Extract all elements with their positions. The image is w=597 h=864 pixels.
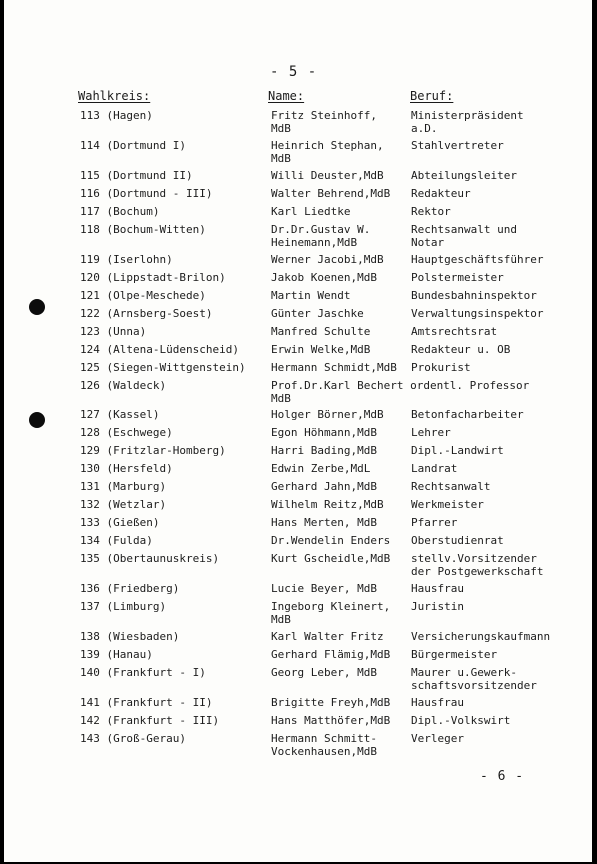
beruf-cell: Oberstudienrat [411, 534, 504, 547]
name-cell: Hans Matthöfer,MdB [271, 714, 391, 727]
name-cell: Willi Deuster,MdB [271, 169, 384, 182]
name-cell: Ingeborg Kleinert, MdB [271, 600, 391, 626]
beruf-cell: Stahlvertreter [411, 139, 504, 152]
name-cell: Werner Jacobi,MdB [271, 253, 384, 266]
wahlkreis-cell: 120 (Lippstadt-Brilon) [80, 271, 226, 284]
beruf-cell: Rektor [411, 205, 451, 218]
beruf-cell: Lehrer [411, 426, 451, 439]
beruf-cell: Ministerpräsident a.D. [411, 109, 524, 135]
name-cell: Erwin Welke,MdB [271, 343, 371, 356]
name-cell: Hermann Schmitt- Vockenhausen,MdB [271, 732, 377, 758]
beruf-cell: Verleger [411, 732, 464, 745]
name-cell: Fritz Steinhoff, MdB [271, 109, 377, 135]
name-cell: Lucie Beyer, MdB [271, 582, 377, 595]
name-cell: Prof.Dr.Karl Bechert ordentl. Professor MdB [271, 379, 530, 405]
punch-hole [29, 412, 45, 428]
wahlkreis-cell: 130 (Hersfeld) [80, 462, 173, 475]
wahlkreis-cell: 117 (Bochum) [80, 205, 160, 218]
name-cell: Gerhard Flämig,MdB [271, 648, 391, 661]
beruf-cell: Dipl.-Volkswirt [411, 714, 511, 727]
document-page [4, 0, 592, 862]
wahlkreis-cell: 132 (Wetzlar) [80, 498, 167, 511]
beruf-cell: stellv.Vorsitzender der Postgewerkschaft [411, 552, 544, 578]
name-cell: Karl Walter Fritz [271, 630, 384, 643]
wahlkreis-cell: 131 (Marburg) [80, 480, 167, 493]
wahlkreis-cell: 119 (Iserlohn) [80, 253, 173, 266]
wahlkreis-cell: 140 (Frankfurt - I) [80, 666, 206, 679]
beruf-cell: Hausfrau [411, 696, 464, 709]
beruf-cell: Betonfacharbeiter [411, 408, 524, 421]
beruf-cell: Rechtsanwalt [411, 480, 491, 493]
wahlkreis-cell: 141 (Frankfurt - II) [80, 696, 213, 709]
header-name: Name: [268, 89, 305, 103]
name-cell: Günter Jaschke [271, 307, 364, 320]
name-cell: Wilhelm Reitz,MdB [271, 498, 384, 511]
beruf-cell: Versicherungskaufmann [411, 630, 551, 643]
beruf-cell: Bundesbahninspektor [411, 289, 537, 302]
wahlkreis-cell: 133 (Gießen) [80, 516, 160, 529]
name-cell: Edwin Zerbe,MdL [271, 462, 371, 475]
wahlkreis-cell: 113 (Hagen) [80, 109, 153, 122]
beruf-cell: Prokurist [411, 361, 471, 374]
name-cell: Walter Behrend,MdB [271, 187, 391, 200]
name-cell: Holger Börner,MdB [271, 408, 384, 421]
column-headers [4, 89, 592, 107]
name-cell: Manfred Schulte [271, 325, 371, 338]
beruf-cell: Pfarrer [411, 516, 458, 529]
name-cell: Karl Liedtke [271, 205, 351, 218]
beruf-cell: Polstermeister [411, 271, 504, 284]
name-cell: Brigitte Freyh,MdB [271, 696, 391, 709]
beruf-cell: Bürgermeister [411, 648, 498, 661]
beruf-cell: Verwaltungsinspektor [411, 307, 544, 320]
beruf-cell: Redakteur u. OB [411, 343, 511, 356]
header-wahlkreis: Wahlkreis: [78, 89, 151, 103]
name-cell: Heinrich Stephan, MdB [271, 139, 384, 165]
header-beruf: Beruf: [410, 89, 454, 103]
wahlkreis-cell: 138 (Wiesbaden) [80, 630, 180, 643]
wahlkreis-cell: 143 (Groß-Gerau) [80, 732, 186, 745]
name-cell: Gerhard Jahn,MdB [271, 480, 377, 493]
wahlkreis-cell: 137 (Limburg) [80, 600, 167, 613]
wahlkreis-cell: 135 (Obertaunuskreis) [80, 552, 220, 565]
wahlkreis-cell: 118 (Bochum-Witten) [80, 223, 206, 236]
wahlkreis-cell: 125 (Siegen-Wittgenstein) [80, 361, 246, 374]
wahlkreis-cell: 127 (Kassel) [80, 408, 160, 421]
wahlkreis-cell: 124 (Altena-Lüdenscheid) [80, 343, 239, 356]
wahlkreis-cell: 115 (Dortmund II) [80, 169, 193, 182]
wahlkreis-cell: 142 (Frankfurt - III) [80, 714, 220, 727]
beruf-cell: Landrat [411, 462, 458, 475]
name-cell: Dr.Wendelin Enders [271, 534, 391, 547]
name-cell: Georg Leber, MdB [271, 666, 377, 679]
wahlkreis-cell: 136 (Friedberg) [80, 582, 180, 595]
wahlkreis-cell: 116 (Dortmund - III) [80, 187, 213, 200]
name-cell: Hans Merten, MdB [271, 516, 377, 529]
wahlkreis-cell: 121 (Olpe-Meschede) [80, 289, 206, 302]
beruf-cell: Juristin [411, 600, 464, 613]
beruf-cell: Werkmeister [411, 498, 484, 511]
wahlkreis-cell: 114 (Dortmund I) [80, 139, 186, 152]
name-cell: Egon Höhmann,MdB [271, 426, 377, 439]
name-cell: Dr.Dr.Gustav W. Heinemann,MdB [271, 223, 371, 249]
name-cell: Kurt Gscheidle,MdB [271, 552, 391, 565]
beruf-cell: Rechtsanwalt und Notar [411, 223, 517, 249]
beruf-cell: Abteilungsleiter [411, 169, 517, 182]
page-number: - 5 - [270, 64, 318, 80]
beruf-cell: Hauptgeschäftsführer [411, 253, 544, 266]
beruf-cell: Amtsrechtsrat [411, 325, 498, 338]
beruf-cell: Hausfrau [411, 582, 464, 595]
wahlkreis-cell: 126 (Waldeck) [80, 379, 167, 392]
beruf-cell: Redakteur [411, 187, 471, 200]
name-cell: Martin Wendt [271, 289, 351, 302]
next-page-marker: - 6 - [480, 769, 525, 784]
name-cell: Hermann Schmidt,MdB [271, 361, 397, 374]
wahlkreis-cell: 139 (Hanau) [80, 648, 153, 661]
name-cell: Harri Bading,MdB [271, 444, 377, 457]
wahlkreis-cell: 122 (Arnsberg-Soest) [80, 307, 213, 320]
wahlkreis-cell: 128 (Eschwege) [80, 426, 173, 439]
wahlkreis-cell: 123 (Unna) [80, 325, 147, 338]
punch-hole [29, 299, 45, 315]
wahlkreis-cell: 134 (Fulda) [80, 534, 153, 547]
name-cell: Jakob Koenen,MdB [271, 271, 377, 284]
beruf-cell: Maurer u.Gewerk- schaftsvorsitzender [411, 666, 537, 692]
beruf-cell: Dipl.-Landwirt [411, 444, 504, 457]
wahlkreis-cell: 129 (Fritzlar-Homberg) [80, 444, 226, 457]
